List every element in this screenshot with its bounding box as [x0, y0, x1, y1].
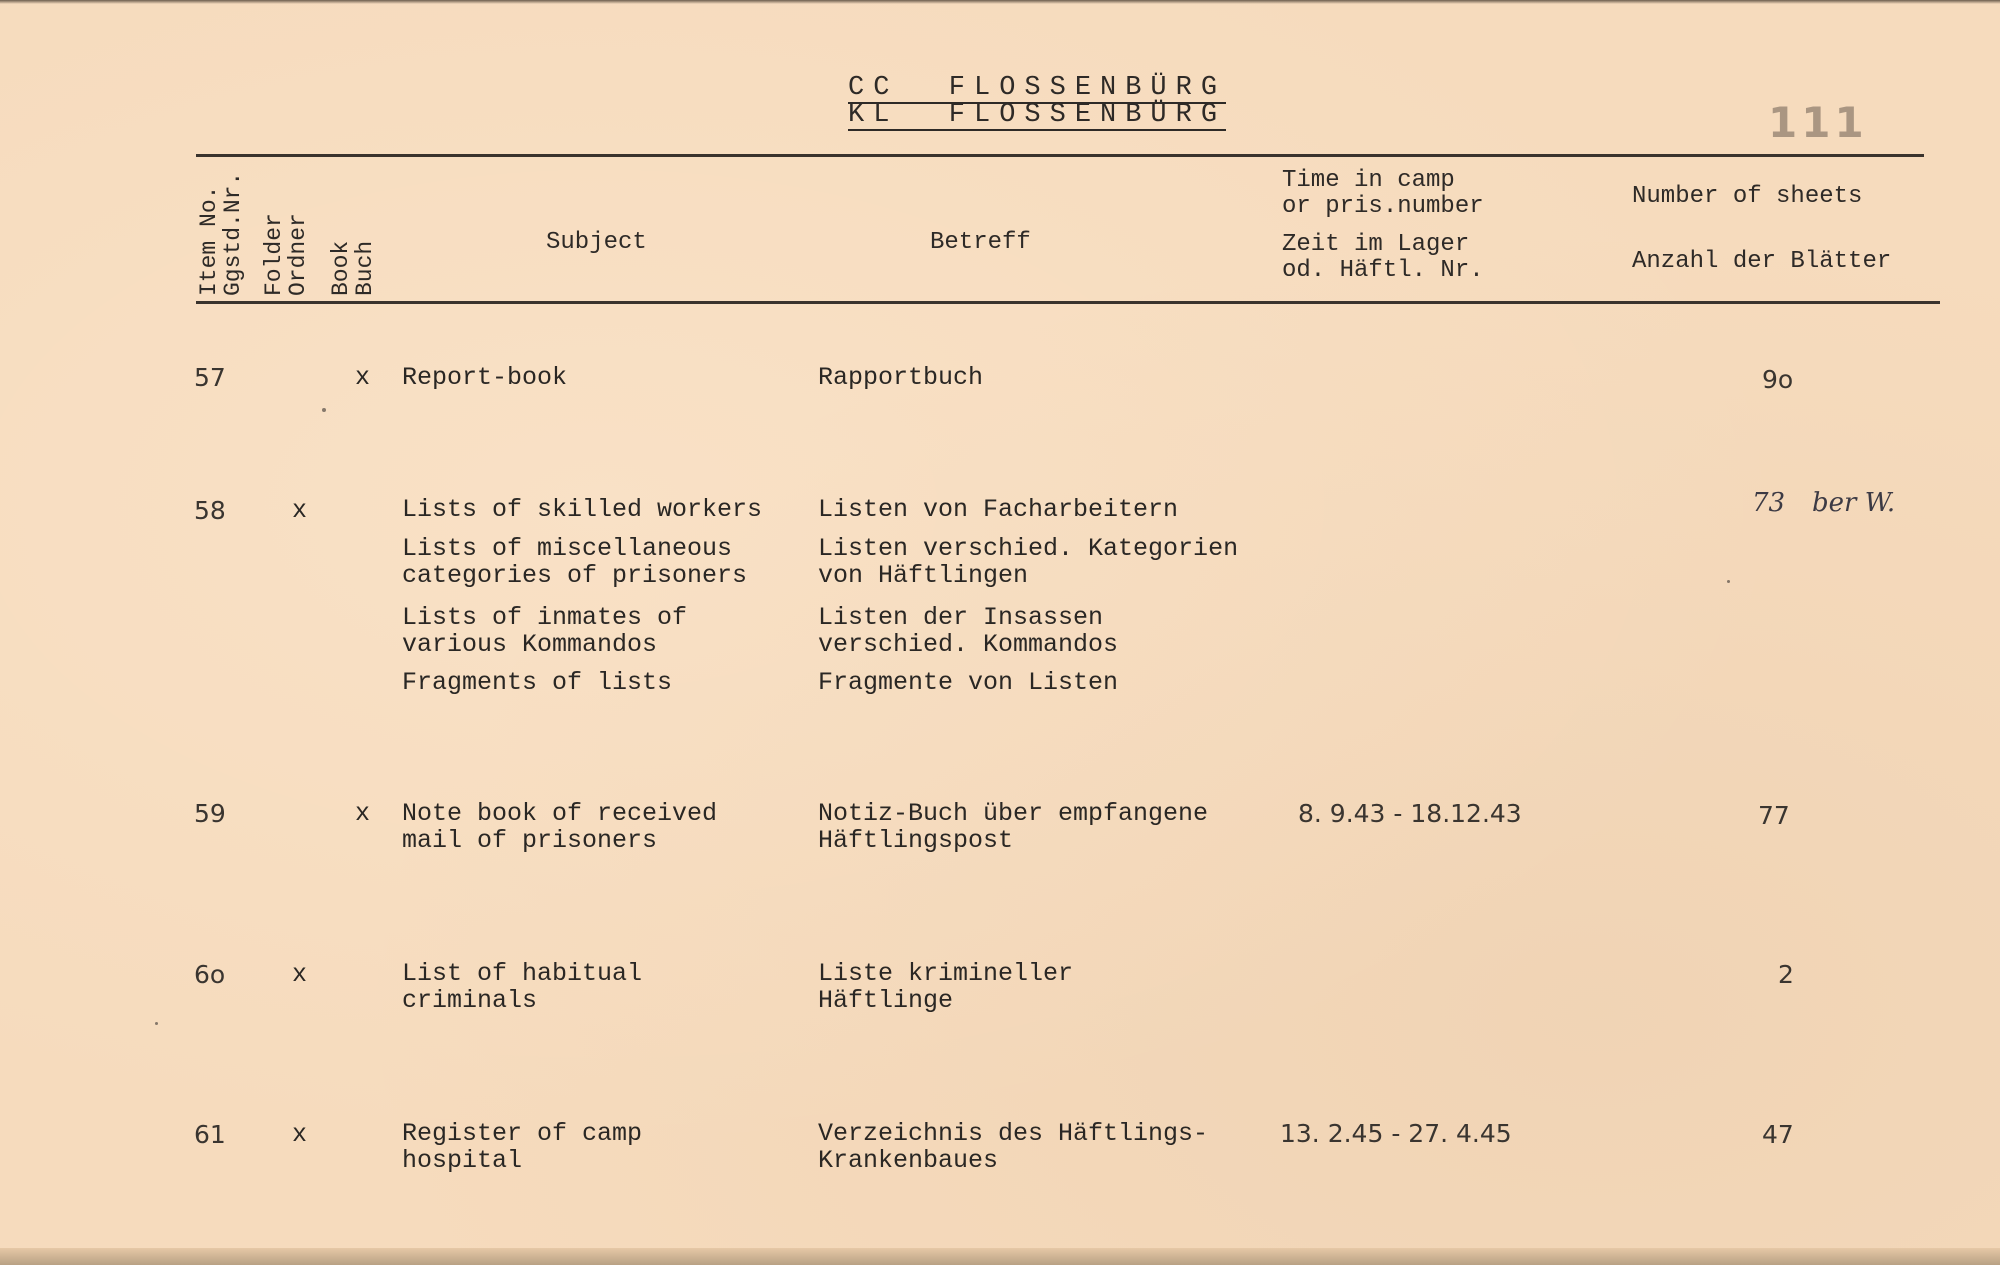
- row-folder-mark: x: [292, 960, 308, 989]
- header-subject: Subject: [546, 229, 647, 256]
- row-betreff: Listen der Insassen verschied. Kommandos: [818, 603, 1119, 659]
- row-betreff: Liste krimineller Häftlinge: [818, 959, 1074, 1015]
- header-time-en: Time in camp or pris.number: [1282, 167, 1484, 220]
- row-item-number: 58: [194, 496, 226, 525]
- folio-number: 111: [1768, 98, 1868, 147]
- row-folder-mark: x: [292, 1120, 308, 1149]
- paper-speck: [1727, 580, 1730, 583]
- row-betreff: Notiz-Buch über empfangene Häftlingspost: [818, 799, 1209, 855]
- row-subject: Note book of received mail of prisoners: [402, 799, 718, 855]
- row-sheets: 2: [1778, 960, 1794, 989]
- header-folder: Folder: [261, 213, 287, 296]
- row-betreff: Verzeichnis des Häftlings- Krankenbaues: [818, 1119, 1209, 1175]
- paper-speck: [322, 408, 326, 412]
- row-time: 8. 9.43 - 18.12.43: [1298, 799, 1522, 828]
- page-bottom-edge: [0, 1248, 2000, 1265]
- row-subject: Lists of skilled workers: [402, 495, 763, 524]
- row-sheets-note: ber W.: [1812, 488, 1896, 518]
- row-folder-mark: x: [292, 496, 308, 525]
- row-sheets: 73: [1752, 488, 1786, 518]
- header-sheets-en: Number of sheets: [1632, 183, 1863, 210]
- row-subject: List of habitual criminals: [402, 959, 643, 1015]
- header-sheets-de: Anzahl der Blätter: [1632, 248, 1892, 275]
- header-item-no: Item No.: [196, 185, 222, 296]
- title-line-kl: KL FLOSSENBÜRG: [848, 100, 1227, 130]
- row-sheets: 9o: [1762, 365, 1794, 394]
- page-top-edge: [0, 0, 2000, 4]
- row-time: 13. 2.45 - 27. 4.45: [1280, 1119, 1512, 1148]
- header-buch: Buch: [352, 240, 378, 296]
- paper-speck: [155, 1022, 158, 1025]
- row-betreff: Listen verschied. Kategorien von Häftlingen: [818, 534, 1239, 590]
- row-item-number: 57: [194, 363, 226, 392]
- row-subject: Lists of inmates of various Kommandos: [402, 603, 688, 659]
- header-time-de: Zeit im Lager od. Häftl. Nr.: [1282, 231, 1484, 284]
- row-item-number: 59: [194, 799, 226, 828]
- row-sheets: 47: [1762, 1120, 1794, 1149]
- row-book-mark: x: [355, 799, 371, 828]
- row-sheets: 77: [1758, 801, 1790, 830]
- header-ordner: Ordner: [285, 213, 311, 296]
- row-item-number: 61: [194, 1120, 226, 1149]
- header-book: Book: [328, 240, 354, 296]
- row-betreff: Listen von Facharbeitern: [818, 495, 1179, 524]
- row-subject: Register of camp hospital: [402, 1119, 643, 1175]
- row-subject: Fragments of lists: [402, 668, 673, 697]
- header-ggstd-nr: Ggstd.Nr.: [220, 171, 246, 296]
- row-subject: Report-book: [402, 363, 568, 392]
- header-betreff: Betreff: [930, 229, 1031, 256]
- title-line-cc: CC FLOSSENBÜRG: [848, 73, 1227, 103]
- header-top-rule: [196, 154, 1924, 157]
- row-subject: Lists of miscellaneous categories of prisoners: [402, 534, 748, 590]
- row-betreff: Fragmente von Listen: [818, 668, 1119, 697]
- row-betreff: Rapportbuch: [818, 363, 984, 392]
- row-item-number: 6o: [194, 960, 226, 989]
- row-book-mark: x: [355, 363, 371, 392]
- header-bottom-rule: [196, 301, 1940, 304]
